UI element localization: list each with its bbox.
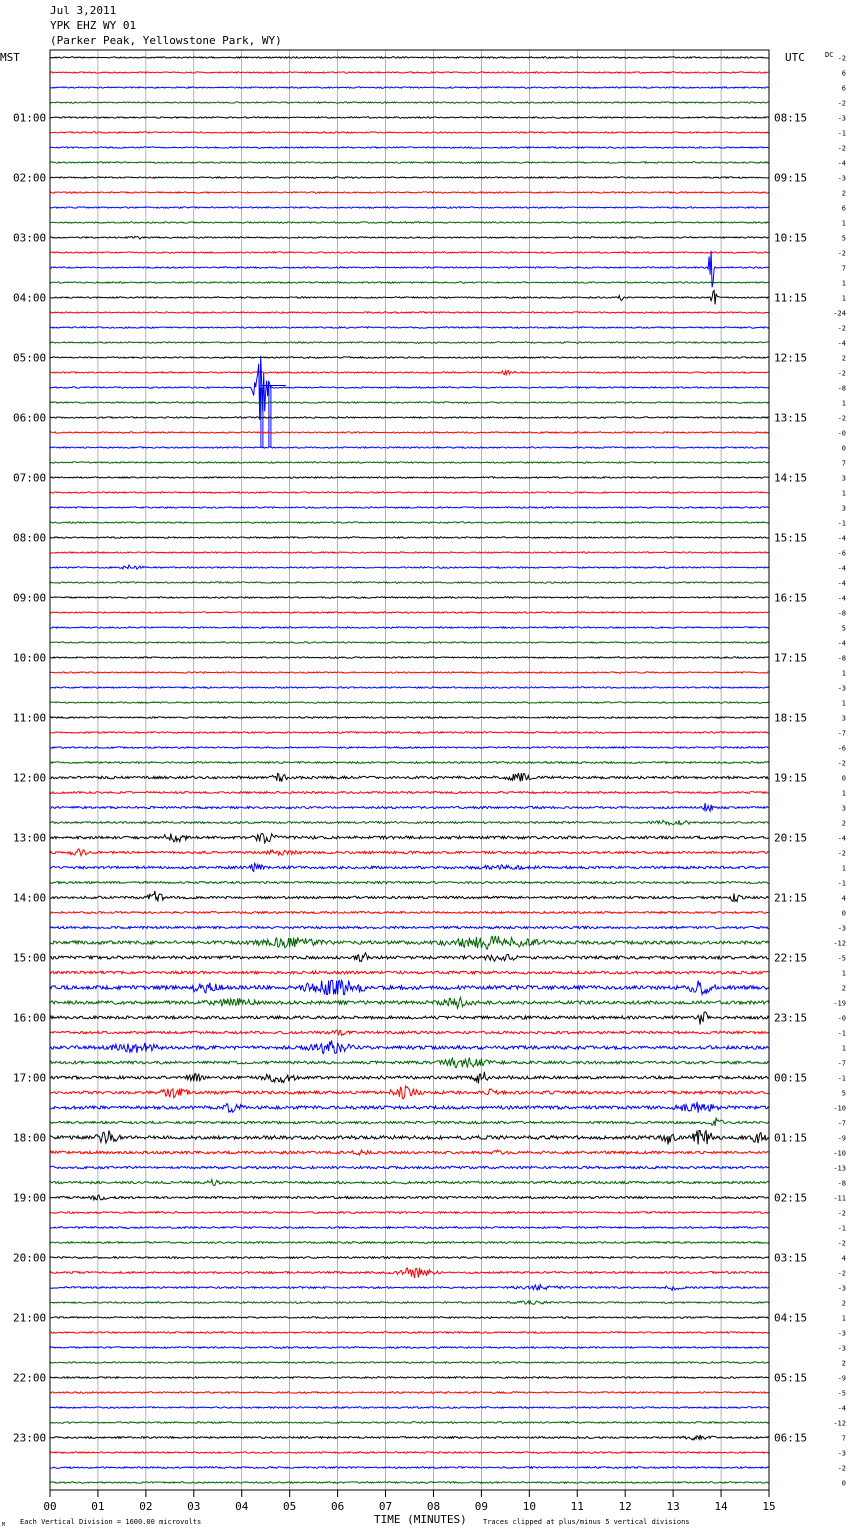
x-tick-label: 04 <box>235 1500 249 1513</box>
hour-label-right: 19:15 <box>774 771 808 785</box>
seismic-trace-95 <box>50 1467 769 1469</box>
dc-offset-value: -4 <box>837 564 846 573</box>
seismic-trace-34 <box>50 552 769 553</box>
seismic-trace-73 <box>50 1131 769 1145</box>
seismic-trace-54 <box>50 849 769 856</box>
seismic-trace-85 <box>50 1317 769 1319</box>
dc-offset-value: -2 <box>837 1239 846 1248</box>
hour-label-left: 23:00 <box>13 1431 47 1445</box>
dc-offset-value: -8 <box>837 654 846 663</box>
hour-label-left: 02:00 <box>13 171 47 185</box>
dc-offset-value: -19 <box>833 999 846 1008</box>
dc-offset-value: 3 <box>841 804 846 813</box>
dc-offset-value: -3 <box>837 1344 846 1353</box>
seismic-trace-53 <box>50 833 769 843</box>
dc-offset-value: -4 <box>837 339 846 348</box>
dc-offset-value: -10 <box>833 1104 846 1113</box>
seismic-trace-28 <box>50 462 769 463</box>
dc-offset-value: 3 <box>841 504 846 513</box>
hour-label-right: 10:15 <box>774 231 808 245</box>
seismic-trace-89 <box>50 1377 769 1379</box>
hour-label-left: 18:00 <box>13 1131 47 1145</box>
dc-offset-value: -24 <box>833 309 846 318</box>
hour-label-right: 21:15 <box>774 891 808 905</box>
x-tick-label: 08 <box>426 1500 441 1513</box>
hour-label-left: 13:00 <box>13 831 47 845</box>
dc-offset-value: -7 <box>837 1119 846 1128</box>
dc-offset-value: -5 <box>837 954 846 963</box>
station-code: YPK EHZ WY 01 <box>50 19 137 32</box>
dc-offset-value: -2 <box>837 144 846 153</box>
dc-offset-value: -5 <box>837 1389 846 1398</box>
seismic-trace-50 <box>50 792 769 794</box>
dc-offset-value: -13 <box>833 1164 846 1173</box>
seismic-trace-76 <box>50 1180 769 1186</box>
seismic-trace-12 <box>50 222 769 223</box>
seismic-trace-57 <box>50 891 769 902</box>
dc-offset-value: 0 <box>841 774 846 783</box>
plot-date: Jul 3,2011 <box>50 4 117 17</box>
hour-label-right: 04:15 <box>774 1311 808 1325</box>
hour-label-right: 11:15 <box>774 291 808 305</box>
hour-label-left: 21:00 <box>13 1311 47 1325</box>
seismic-trace-16 <box>50 282 769 283</box>
seismic-trace-60 <box>50 936 769 949</box>
x-tick-label: 11 <box>570 1500 584 1513</box>
seismic-trace-79 <box>50 1227 769 1229</box>
hour-label-right: 05:15 <box>774 1371 808 1385</box>
dc-offset-value: 1 <box>841 1044 846 1053</box>
seismic-trace-20 <box>50 342 769 343</box>
hour-label-left: 20:00 <box>13 1251 47 1265</box>
hour-label-left: 04:00 <box>13 291 47 305</box>
scale-note: Each Vertical Division = 1600.00 microvolts <box>20 1518 202 1526</box>
seismic-trace-24 <box>50 402 769 403</box>
hour-label-right: 16:15 <box>774 591 808 605</box>
seismic-trace-52 <box>50 820 769 825</box>
hour-label-left: 11:00 <box>13 711 47 725</box>
seismic-trace-51 <box>50 803 769 811</box>
seismic-trace-75 <box>50 1166 769 1168</box>
seismic-trace-61 <box>50 953 769 962</box>
hour-label-left: 17:00 <box>13 1071 47 1085</box>
x-tick-label: 12 <box>618 1500 632 1513</box>
seismic-trace-84 <box>50 1301 769 1304</box>
x-tick-label: 02 <box>139 1500 153 1513</box>
hour-label-right: 17:15 <box>774 651 808 665</box>
seismic-trace-91 <box>50 1407 769 1409</box>
seismic-trace-96 <box>50 1482 769 1484</box>
seismic-trace-41 <box>50 657 769 658</box>
seismic-trace-21 <box>50 357 769 358</box>
dc-offset-value: 5 <box>841 1089 846 1098</box>
seismic-trace-93 <box>50 1435 769 1440</box>
seismic-trace-19 <box>50 327 769 328</box>
dc-offset-value: 1 <box>841 699 846 708</box>
dc-offset-value: -2 <box>837 99 846 108</box>
dc-offset-value: 0 <box>841 909 846 918</box>
seismic-trace-67 <box>50 1041 769 1054</box>
seismic-trace-10 <box>50 192 769 193</box>
seismic-trace-80 <box>50 1242 769 1244</box>
dc-offset-value: -3 <box>837 1449 846 1458</box>
hour-label-left: 03:00 <box>13 231 47 245</box>
hour-label-right: 12:15 <box>774 351 808 365</box>
hour-label-left: 19:00 <box>13 1191 47 1205</box>
hour-label-right: 01:15 <box>774 1131 808 1145</box>
seismic-trace-17 <box>50 291 769 305</box>
seismic-trace-2 <box>50 72 769 73</box>
seismic-trace-72 <box>50 1117 769 1126</box>
dc-offset-value: -4 <box>837 1404 846 1413</box>
seismic-trace-5 <box>50 117 769 118</box>
dc-offset-value: 4 <box>841 894 846 903</box>
dc-offset-value: -4 <box>837 639 846 648</box>
seismic-trace-7 <box>50 147 769 148</box>
hour-label-right: 09:15 <box>774 171 808 185</box>
dc-offset-value: -0 <box>837 1014 846 1023</box>
dc-offset-value: 2 <box>841 819 846 828</box>
seismic-trace-88 <box>50 1362 769 1364</box>
seismic-trace-32 <box>50 522 769 523</box>
dc-offset-value: 2 <box>841 354 846 363</box>
seismic-trace-39 <box>50 627 769 628</box>
dc-offset-value: -4 <box>837 579 846 588</box>
seismic-trace-46 <box>50 732 769 734</box>
dc-offset-value: -2 <box>837 369 846 378</box>
x-tick-label: 15 <box>762 1500 776 1513</box>
seismic-trace-71 <box>50 1102 769 1113</box>
seismic-trace-83 <box>50 1285 769 1291</box>
dc-offset-value: -10 <box>833 1149 846 1158</box>
dc-offset-value: 7 <box>841 264 846 273</box>
dc-offset-value: 7 <box>841 459 846 468</box>
seismic-trace-44 <box>50 702 769 703</box>
seismic-trace-78 <box>50 1212 769 1214</box>
x-axis-title: TIME (MINUTES) <box>374 1513 467 1526</box>
seismic-trace-8 <box>50 162 769 163</box>
seismic-trace-82 <box>50 1268 769 1278</box>
seismic-trace-90 <box>50 1392 769 1394</box>
hour-label-right: 08:15 <box>774 111 808 125</box>
hour-label-left: 07:00 <box>13 471 47 485</box>
left-timezone-label: MST <box>0 51 20 64</box>
seismic-trace-68 <box>50 1058 769 1068</box>
hour-label-left: 10:00 <box>13 651 47 665</box>
hour-label-right: 23:15 <box>774 1011 808 1025</box>
dc-offset-value: -3 <box>837 924 846 933</box>
seismic-trace-74 <box>50 1150 769 1155</box>
seismic-trace-14 <box>50 252 769 253</box>
seismic-trace-62 <box>50 971 769 974</box>
hour-label-right: 13:15 <box>774 411 808 425</box>
seismic-trace-45 <box>50 717 769 719</box>
seismic-trace-66 <box>50 1030 769 1035</box>
dc-offset-value: 1 <box>841 789 846 798</box>
seismic-trace-4 <box>50 102 769 103</box>
dc-offset-value: -2 <box>837 759 846 768</box>
dc-offset-value: -12 <box>833 939 846 948</box>
seismic-trace-56 <box>50 881 769 883</box>
dc-offset-value: -3 <box>837 174 846 183</box>
dc-offset-value: -6 <box>837 549 846 558</box>
seismic-trace-49 <box>50 773 769 782</box>
dc-offset-value: 1 <box>841 864 846 873</box>
seismic-trace-94 <box>50 1452 769 1454</box>
dc-offset-value: -1 <box>837 1224 846 1233</box>
dc-offset-value: 3 <box>841 714 846 723</box>
dc-offset-value: -12 <box>833 1419 846 1428</box>
seismic-trace-81 <box>50 1257 769 1259</box>
seismic-trace-64 <box>50 997 769 1008</box>
dc-offset-value: -7 <box>837 1059 846 1068</box>
hour-label-left: 16:00 <box>13 1011 47 1025</box>
seismic-trace-86 <box>50 1332 769 1334</box>
seismic-trace-48 <box>50 762 769 764</box>
dc-offset-value: 1 <box>841 399 846 408</box>
seismic-trace-38 <box>50 612 769 613</box>
dc-offset-value: -9 <box>837 1134 846 1143</box>
x-tick-label: 05 <box>283 1500 297 1513</box>
dc-offset-value: -1 <box>837 129 846 138</box>
hour-label-left: 08:00 <box>13 531 47 545</box>
dc-offset-value: -2 <box>837 54 846 63</box>
dc-offset-value: 3 <box>841 474 846 483</box>
dc-offset-value: -3 <box>837 684 846 693</box>
seismic-trace-58 <box>50 912 769 914</box>
seismic-trace-55 <box>50 863 769 871</box>
seismic-trace-63 <box>50 981 769 995</box>
dc-offset-value: -2 <box>837 849 846 858</box>
seismic-trace-30 <box>50 492 769 493</box>
dc-offset-value: -2 <box>837 1269 846 1278</box>
dc-offset-value: -7 <box>837 729 846 738</box>
dc-offset-value: 2 <box>841 189 846 198</box>
hour-label-right: 02:15 <box>774 1191 808 1205</box>
seismic-trace-40 <box>50 642 769 643</box>
dc-offset-value: 5 <box>841 234 846 243</box>
dc-offset-value: 0 <box>841 1479 846 1488</box>
hour-label-right: 06:15 <box>774 1431 808 1445</box>
x-tick-label: 09 <box>474 1500 489 1513</box>
hour-label-left: 12:00 <box>13 771 47 785</box>
dc-offset-value: -8 <box>837 609 846 618</box>
seismic-trace-37 <box>50 597 769 598</box>
dc-offset-value: 6 <box>841 204 846 213</box>
dc-offset-value: 1 <box>841 669 846 678</box>
station-location: (Parker Peak, Yellowstone Park, WY) <box>50 34 282 47</box>
seismic-trace-36 <box>50 582 769 583</box>
seismic-trace-69 <box>50 1072 769 1084</box>
dc-offset-value: -4 <box>837 834 846 843</box>
dc-offset-value: 2 <box>841 984 846 993</box>
dc-offset-value: 6 <box>841 84 846 93</box>
seismic-trace-33 <box>50 537 769 538</box>
dc-label: DC <box>825 51 834 59</box>
dc-offset-value: 7 <box>841 1434 846 1443</box>
dc-offset-value: -3 <box>837 114 846 123</box>
dc-offset-value: -8 <box>837 384 846 393</box>
hour-label-left: 14:00 <box>13 891 47 905</box>
x-tick-label: 01 <box>91 1500 105 1513</box>
dc-offset-value: 2 <box>841 1299 846 1308</box>
hour-label-right: 18:15 <box>774 711 808 725</box>
x-tick-label: 13 <box>666 1500 680 1513</box>
seismic-trace-22 <box>50 371 769 375</box>
dc-offset-value: -2 <box>837 324 846 333</box>
seismic-trace-31 <box>50 507 769 508</box>
seismic-trace-87 <box>50 1347 769 1349</box>
dc-offset-value: 1 <box>841 279 846 288</box>
seismic-trace-3 <box>50 87 769 88</box>
hour-label-left: 15:00 <box>13 951 47 965</box>
seismic-trace-26 <box>50 432 769 433</box>
minute-grid <box>98 50 721 1490</box>
seismic-trace-35 <box>50 565 769 569</box>
dc-offset-value: -4 <box>837 159 846 168</box>
x-tick-label: 06 <box>330 1500 345 1513</box>
seismic-trace-13 <box>50 237 769 240</box>
seismic-trace-1 <box>50 57 769 58</box>
hour-label-left: 05:00 <box>13 351 47 365</box>
seismic-trace-65 <box>50 1012 769 1025</box>
dc-offset-value: 1 <box>841 969 846 978</box>
dc-offset-value: 5 <box>841 624 846 633</box>
seismic-trace-77 <box>50 1195 769 1200</box>
clip-note: Traces clipped at plus/minus 5 vertical divisions <box>483 1518 690 1526</box>
dc-offset-value: -1 <box>837 879 846 888</box>
dc-offset-value: -8 <box>837 1179 846 1188</box>
x-tick-label: 07 <box>378 1500 393 1513</box>
dc-offset-value: -0 <box>837 429 846 438</box>
seismic-trace-6 <box>50 132 769 133</box>
dc-offset-value: -2 <box>837 1464 846 1473</box>
dc-offset-value: -2 <box>837 249 846 258</box>
seismic-trace-23 <box>50 356 769 420</box>
x-tick-label: 03 <box>187 1500 201 1513</box>
hour-label-right: 15:15 <box>774 531 808 545</box>
right-timezone-label: UTC <box>785 51 805 64</box>
hour-label-left: 22:00 <box>13 1371 47 1385</box>
x-tick-label: 00 <box>43 1500 57 1513</box>
dc-offset-value: -6 <box>837 744 846 753</box>
seismic-trace-29 <box>50 477 769 478</box>
corner-mark: M <box>2 1522 6 1528</box>
trace-group <box>50 57 769 1484</box>
x-tick-label: 10 <box>522 1500 536 1513</box>
hour-label-right: 00:15 <box>774 1071 808 1085</box>
seismic-trace-25 <box>50 417 769 418</box>
dc-offset-value: 6 <box>841 69 846 78</box>
seismic-trace-43 <box>50 687 769 688</box>
hour-label-left: 09:00 <box>13 591 47 605</box>
dc-offset-value: -1 <box>837 1074 846 1083</box>
dc-offset-value: -11 <box>833 1194 846 1203</box>
dc-offset-value: -4 <box>837 594 846 603</box>
seismic-trace-92 <box>50 1422 769 1424</box>
seismic-trace-11 <box>50 207 769 208</box>
hour-label-left: 01:00 <box>13 111 47 125</box>
dc-offset-value: -3 <box>837 1329 846 1338</box>
x-tick-label: 14 <box>714 1500 728 1513</box>
hour-label-left: 06:00 <box>13 411 47 425</box>
dc-offset-value: 1 <box>841 1314 846 1323</box>
dc-offset-value: 1 <box>841 294 846 303</box>
dc-offset-value: 2 <box>841 1359 846 1368</box>
dc-offset-value: -1 <box>837 1029 846 1038</box>
dc-offset-value: 0 <box>841 444 846 453</box>
dc-offset-value: -2 <box>837 414 846 423</box>
seismic-trace-18 <box>50 312 769 313</box>
hour-label-right: 22:15 <box>774 951 808 965</box>
seismic-trace-59 <box>50 926 769 928</box>
hour-label-right: 03:15 <box>774 1251 808 1265</box>
seismic-trace-70 <box>50 1086 769 1099</box>
seismic-trace-47 <box>50 747 769 749</box>
hour-label-right: 20:15 <box>774 831 808 845</box>
hour-label-right: 14:15 <box>774 471 808 485</box>
dc-offset-value: -1 <box>837 519 846 528</box>
dc-offset-value: -2 <box>837 1209 846 1218</box>
dc-offset-value: 1 <box>841 219 846 228</box>
dc-offset-value: -9 <box>837 1374 846 1383</box>
dc-offset-value: -3 <box>837 1284 846 1293</box>
dc-offset-value: 4 <box>841 1254 846 1263</box>
dc-offset-value: 1 <box>841 489 846 498</box>
seismic-trace-42 <box>50 672 769 673</box>
seismic-trace-9 <box>50 177 769 178</box>
seismic-trace-27 <box>50 447 769 448</box>
dc-offset-value: -4 <box>837 534 846 543</box>
